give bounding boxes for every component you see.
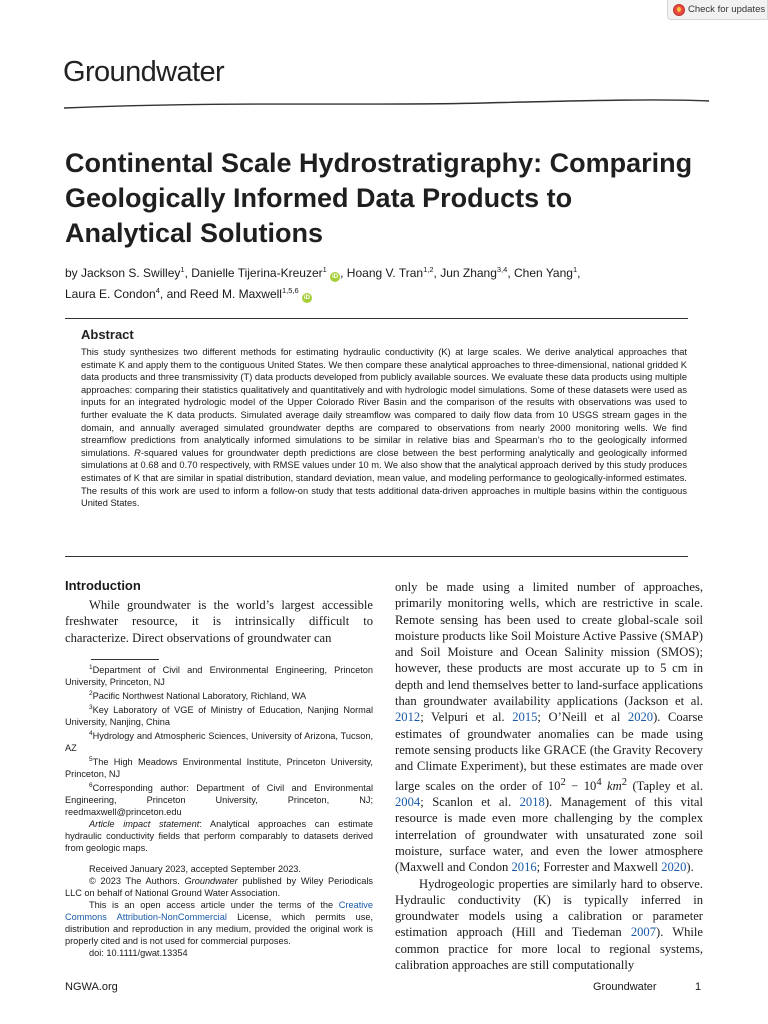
footnote [65,899,373,947]
superscript: 3 [89,704,93,712]
text-run: published by Wiley Periodicals LLC on behalf of National Ground Water Association. [65,876,373,898]
text-run: ). [686,860,694,875]
superscript: 1 [322,265,327,274]
text-run: Pacific Northwest National Laboratory, Richland, WA [92,691,307,702]
text-run: : Analytical approaches can estimate hydraulic conductivity fields that perform comparably to datasets derived from geologic maps. [65,819,373,854]
superscript: 2 [621,776,627,788]
superscript: 1 [89,664,93,671]
footnote [65,702,373,728]
superscript: 4 [596,776,602,788]
text-run: ). Coarse estimates of groundwater anomalies can be made using remote sensing products like GRACE (the Gravity Recovery and Climate Experiment), but these estimates are made over large scales on the order of 10 [395,710,703,793]
footnote [65,818,373,854]
text-run: , Hoang V. Tran [340,266,424,280]
superscript: 1 [572,265,578,274]
text-run: The High Meadows Environmental Institute, Princeton University, Princeton, NJ [65,757,373,780]
italic-text: km [607,778,622,793]
footnote [65,780,373,818]
citation-link[interactable]: 2004 [395,795,421,810]
text-run: , and Reed M. Maxwell [159,287,282,301]
text-run: ; Forrester and Maxwell [536,860,662,875]
page-number: 1 [695,981,702,993]
text-run: ; Scanlon et al. [420,795,520,810]
text-run: Key Laboratory of VGE of Ministry of Education, Nanjing Normal University, Nanjing, China [65,705,373,728]
citation-link[interactable]: 2020 [627,710,654,725]
text-run: , Danielle Tijerina-Kreuzer [184,266,323,280]
text-run: (Tapley et al. [626,778,703,793]
superscript: 3,4 [496,265,508,274]
text-run: ). Management of this vital resource is made even more challenging by the complex interrelation of groundwater with unsaturated zone soil moisture, surface water, and even the lower atmosphere (Maxwell and Condon [395,795,703,875]
superscript: 6 [89,782,93,790]
text-run: by Jackson S. Swilley [65,266,181,280]
superscript: 1,2 [423,265,434,274]
abstract-top-rule [65,318,688,319]
orcid-icon[interactable]: iD [304,295,310,301]
italic-text: Article impact statement [89,819,200,830]
footer-website[interactable]: NGWA.org [65,981,118,993]
authors-line-2 [65,282,705,303]
check-for-updates-badge[interactable] [667,0,768,20]
text-run: Hydrology and Atmospheric Sciences, University of Arizona, Tucson, AZ [65,731,373,754]
text-run: Hydrogeologic properties are similarly hard to observe. Hydraulic conductivity (K) is typically inferred in groundwater models using a calibration or parameter estimation approach (Hill and Tiedeman [395,876,703,940]
abstract-r-symbol: R [134,447,141,458]
citation-link[interactable]: 2020 [661,860,687,875]
text-run: Received January 2023, accepted September 2023. [89,864,301,874]
footnote [65,662,373,688]
intro-column-right [395,579,703,973]
citation-link[interactable]: 2007 [630,925,656,940]
journal-swoosh-rule [64,96,709,112]
text-run: ; O’Neill et al [537,710,628,725]
italic-text: Groundwater [184,876,238,886]
text-run: doi: 10.1111/gwat.13354 [89,948,188,958]
crossmark-icon [673,4,685,16]
footnote-rule [91,659,159,660]
citation-link[interactable]: 2012 [395,710,421,725]
text-run: , Chen Yang [507,266,573,280]
author-list [65,261,705,303]
superscript: 1,5,6 [281,286,299,295]
superscript: 4 [155,286,160,295]
license-link[interactable]: Creative Commons Attribution-NonCommercial [65,900,373,922]
abstract-heading: Abstract [81,327,134,342]
orcid-icon[interactable]: iD [332,274,339,280]
text-run: License, which permits use, distribution and reproduction in any medium, provided the original work is properly cited and is not used for commercial purposes. [65,912,373,946]
journal-name: Groundwater [63,56,225,88]
intro-paragraph-right-2 [395,876,703,974]
check-for-updates-label: Check for updates [688,4,766,15]
abstract-body [81,346,687,510]
intro-paragraph-right-1 [395,579,703,876]
citation-link[interactable]: 2016 [511,860,537,875]
abstract-text-2: -squared values for groundwater depth predictions are close between the best performing analytically and geologically informed simulations at 0.68 and 0.70 respectively, with RMSE values under 10 m. We also show that the analytical approach derived by this study produces estimates of K that are similar in spatial distribution, standard deviation, mean value, and modeling performance to geologically-informed estimates. The results of this work are used to inform a follow-on study that tests additional data-driven approaches in multiple basins within the contiguous United States. [81,447,687,509]
text-run: , [577,266,581,280]
introduction-heading: Introduction [65,578,141,593]
abstract-text: This study synthesizes two different methods for estimating hydraulic conductivity (K) at large scales. We derive analytical approaches that estimate K and apply them to the contiguous United States. We then compare these analytical approaches to three-dimensional, national gridded K data products and three transmissivity (T) data products developed from publicly available sources. We evaluate these data products using multiple approaches: comparing their statistics qualitatively and quantitatively and with hydrologic model simulations. Some of these datasets were used as inputs for an integrated hydrologic model of the Upper Colorado River Basin and the comparison of the results with observations was used to further evaluate the K data products. Simulated average daily streamflow was compared to daily flow data from 10 USGS stream gages in the domain, and annually averaged simulated groundwater depths are compared to observations from nearly 2000 monitoring wells. We find streamflow predictions from analytically informed simulations to be similar in relative bias and Spearman’s rho to the geologically informed simulations. [81,347,687,458]
text-run: This is an open access article under the terms of the [89,900,339,910]
citation-link[interactable]: 2015 [512,710,538,725]
superscript: 1 [180,265,185,274]
footnote [65,875,373,899]
intro-paragraph-left: While groundwater is the world’s largest accessible freshwater resource, it is intrinsically difficult to characterize. Direct observations of groundwater can [65,598,373,645]
text-run: only be made using a limited number of approaches, primarily monitoring wells, which are restrictive in scale. Remote sensing has been used to create global-scale soil moisture products like Soil Moisture Active Passive (SMAP) and Soil Moisture and Ocean Salinity mission (SMOS); however, these products are most accurate up to 5 cm in depth and lend themselves better to land-surface applications than groundwater availability applications (Jackson et al. [395,580,703,709]
citation-link[interactable]: 2018 [519,795,545,810]
text-run: , Jun Zhang [433,266,497,280]
text-run: Department of Civil and Environmental Engineering, Princeton University, Princeton, NJ [65,665,373,688]
superscript: 5 [89,756,93,764]
article-title: Continental Scale Hydrostratigraphy: Comparing Geologically Informed Data Products to Analytical Solutions [65,148,693,248]
footnote [65,947,373,959]
text-run: ; Velpuri et al. [420,710,513,725]
footnote [65,688,373,702]
publication-notes [65,863,373,959]
text-run: Corresponding author: Department of Civil and Environmental Engineering, Princeton University, Princeton, NJ; reedmaxwell@princeton.edu [65,783,373,818]
text-run: Laura E. Condon [65,287,156,301]
footnote [65,754,373,780]
superscript: 2 [560,776,566,788]
authors-line-1 [65,261,705,282]
text-run: ). While common practice for more local to regional systems, calibration approaches are still computationally [395,925,703,973]
footnote [65,728,373,754]
abstract-bottom-rule [65,556,688,557]
footnote [65,863,373,875]
superscript: 2 [89,690,93,698]
affiliation-footnotes [65,662,373,854]
text-run: − 10 [565,778,597,793]
footer-journal: Groundwater [593,981,657,993]
text-run: © 2023 The Authors. [89,876,185,886]
superscript: 4 [89,730,93,738]
